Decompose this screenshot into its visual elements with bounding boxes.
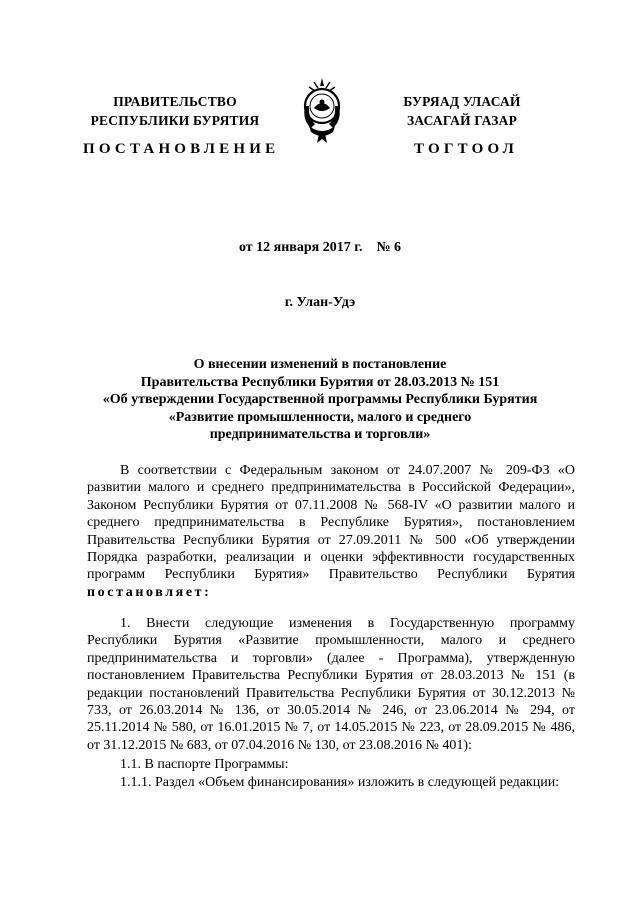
item-1-1-text: 1.1. В паспорте Программы: bbox=[120, 757, 289, 772]
date-number-line: от 12 января 2017 г. № 6 bbox=[238, 240, 402, 255]
preamble-paragraph bbox=[87, 462, 575, 601]
issuer-line-1: ПРАВИТЕЛЬСТВО bbox=[113, 94, 237, 109]
item-1-1-1-paragraph bbox=[87, 774, 575, 791]
issuer-name-russian bbox=[86, 92, 264, 130]
issuer-line-2: РЕСПУБЛИКИ БУРЯТИЯ bbox=[90, 113, 260, 128]
doc-type-russian: ПОСТАНОВЛЕНИЕ bbox=[83, 141, 280, 157]
decree-word: постановляет: bbox=[87, 584, 212, 600]
doc-type-buryat: ТОГТООЛ bbox=[414, 141, 518, 157]
title-line-2: Правительства Республики Бурятия от 28.03.2013 № 151 bbox=[140, 374, 500, 390]
issuer-buryat-line-2: ЗАСАГАЙ ГАЗАР bbox=[406, 113, 518, 128]
document-title bbox=[60, 356, 580, 444]
item-1-text: 1. Внести следующие изменения в Государственную программу Республики Бурятия «Развитие промышленности, малого и среднего предпринимательства и торговли» (далее - Программа), утвержденную постановлением Правительства Республики Бурятия от 28.03.2013 № 151 (в редакции постановлений Правительства Республики Бурятия от 30.12.2013 № 733, от 26.03.2014 № 136, от 30.05.2014 № 246, от 23.06.2014 № 294, от 25.11.2014 № 580, от 16.01.2015 № 7, от 14.05.2015 № 223, от 28.09.2015 № 486, от 31.12.2015 № 683, от 07.04.2016 № 130, от 23.08.2016 № 401): bbox=[87, 616, 575, 753]
item-1-paragraph bbox=[87, 615, 575, 754]
coat-of-arms-icon bbox=[299, 76, 345, 144]
preamble-text: В соответствии с Федеральным законом от 24.07.2007 № 209-ФЗ «О развитии малого и среднего предпринимательства в Российской Федерации», Законом Республики Бурятия от 07.11.2008 № 568-IV «О развитии малого и среднего предпринимательства в Республике Бурятия», постановлением Правительства Республики Бурятия от 27.09.2011 № 500 «Об утверждении Порядка разработки, реализации и оценки эффективности государственных программ Республики Бурятия» Правительство Республики Бурятия bbox=[87, 463, 575, 583]
issuer-buryat-line-1: БУРЯАД УЛАСАЙ bbox=[403, 94, 521, 109]
item-1-1-1-text: 1.1.1. Раздел «Объем финансирования» изложить в следующей редакции: bbox=[120, 775, 560, 790]
city-line: г. Улан-Удэ bbox=[284, 295, 356, 310]
title-line-3: «Об утверждении Государственной программы Республики Бурятия bbox=[102, 392, 538, 407]
title-line-5: предпринимательства и торговли» bbox=[209, 427, 431, 442]
issuer-name-buryat bbox=[384, 92, 540, 130]
item-1-1-paragraph bbox=[87, 756, 575, 773]
title-line-4: «Развитие промышленности, малого и среднего bbox=[168, 409, 472, 425]
title-line-1: О внесении изменений в постановление bbox=[193, 357, 447, 372]
